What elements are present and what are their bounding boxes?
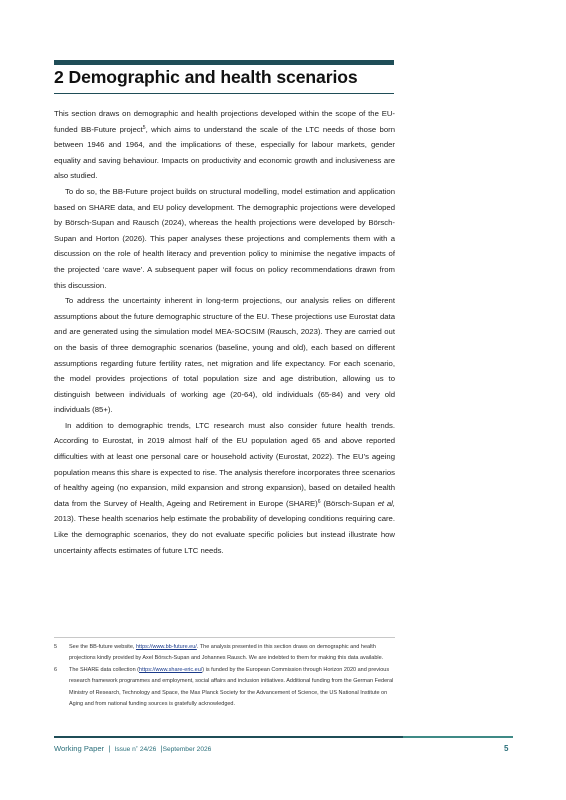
footnote-ref-5[interactable]: 5 [142,124,146,131]
paragraph-1-text-a: This section draws on demographic and health projections developed within the scope of the EU-funded BB-Future project [54,109,395,134]
footnote-number: 5 [54,644,58,650]
footnotes [54,642,395,710]
paragraph-1-text-b: , which aims to understand the scale of the LTC needs of those born between 1946 and 1964, and the implications of these, especially for labour markets, gender equality and saving behaviour. Impacts on productivity and economic growth and inclusiveness are also studied. [54,124,395,181]
footer-date: September 2026 [162,746,212,753]
footnote-5 [54,642,395,665]
footnote-text-pre: See the BB-future website, [69,644,136,650]
bb-future-link[interactable]: https://www.bb-future.eu/ [135,644,197,650]
footnote-ref-6[interactable]: 6 [317,498,321,505]
body-text [54,106,395,558]
footer-rule [54,736,403,738]
section-heading: 2 Demographic and health scenarios [54,67,358,87]
paragraph-4-et-al: et al, [377,498,395,508]
footer-separator: | [108,744,111,753]
paragraph-4-text-c: 2013). These health scenarios help estimate the probability of developing conditions requiring care. Like the demographic scenarios, they do not evaluate specific policies but instead illustrate how uncertainty affects estimates of future LTC needs. [54,514,395,555]
paragraph-2: To do so, the BB-Future project builds on structural modelling, model estimation and application based on SHARE data, and EU policy development. The demographic projections were developed by Börsch-Supan and Rausch (2024), whereas the health projections were developed by Börsch-Supan and Horton (2026). This paper analyses these projections and complements them with a discussion on the role of health literacy and prevention policy to minimise the negative impacts of the projected ‘care wave’. A subsequent paper will focus on policy recommendations drawn from this discussion. [54,186,395,290]
footnote-number: 6 [54,666,58,673]
footer-rule-accent [403,736,513,738]
heading-top-rule [54,60,394,65]
footnote-divider [54,637,395,638]
footer-separator: | [160,744,163,753]
paragraph-4 [54,418,395,558]
footnote-text-post: ) is funded by the European Commission through Horizon 2020 and previous research framework programmes and employment, social affairs and inclusion initiatives. Additional funding from the German Federal Ministry of Research, Technology and Space, the Max Planck Society for the Advancement of Science, the US National Institute on Aging and from national funding sources is gratefully acknowledged. [69,666,394,708]
paragraph-3: To address the uncertainty inherent in long-term projections, our analysis relies on different assumptions about the future demographic structure of the EU. These projections use Eurostat data and are generated using the simulation model MEA-SOCSIM (Rausch, 2023). They are carried out on the basis of three demographic scenarios (baseline, young and old), each based on different assumptions regarding future fertility rates, net migration and life expectancy. For each scenario, the model provides projections of total population size and age distribution, allowing us to distinguish between individuals of working age (20-64), old individuals (65-84) and very old individuals (85+). [54,296,395,415]
footnote-6 [54,665,395,711]
paragraph-4-text-b: (Börsch-Supan [320,498,378,508]
footnote-text [69,665,395,711]
footnote-text-pre: The SHARE data collection ( [69,666,140,673]
share-eric-link[interactable]: https://www.share-eric.eu/ [139,666,203,673]
heading-bottom-rule [54,93,394,94]
footnote-text-post: . The analysis presented in this section draws on demographic and health projections kindly provided by Axel Börsch-Supan and Johannes Rausch. We are indebted to them for making this data available. [69,644,384,662]
paragraph-1 [54,106,395,184]
footer-issue: Issue n˚ 24/26 [114,746,157,753]
page-number: 5 [504,744,509,753]
footnote-text [69,642,395,665]
paragraph-4-text-a: In addition to demographic trends, LTC research must also consider future health trends. According to Eurostat, in 2019 almost half of the EU population aged 65 and above reported difficulties with at least one personal care or household activity (Eurostat, 2022). The EU’s ageing population means this share is expected to rise. The analysis therefore incorporates three scenarios of healthy ageing (no expansion, mild expansion and strong expansion), based on detailed health data from the Survey of Health, Ageing and Retirement in Europe (SHARE) [54,420,395,508]
footer-label: Working Paper [54,744,105,753]
page-footer [54,744,211,753]
